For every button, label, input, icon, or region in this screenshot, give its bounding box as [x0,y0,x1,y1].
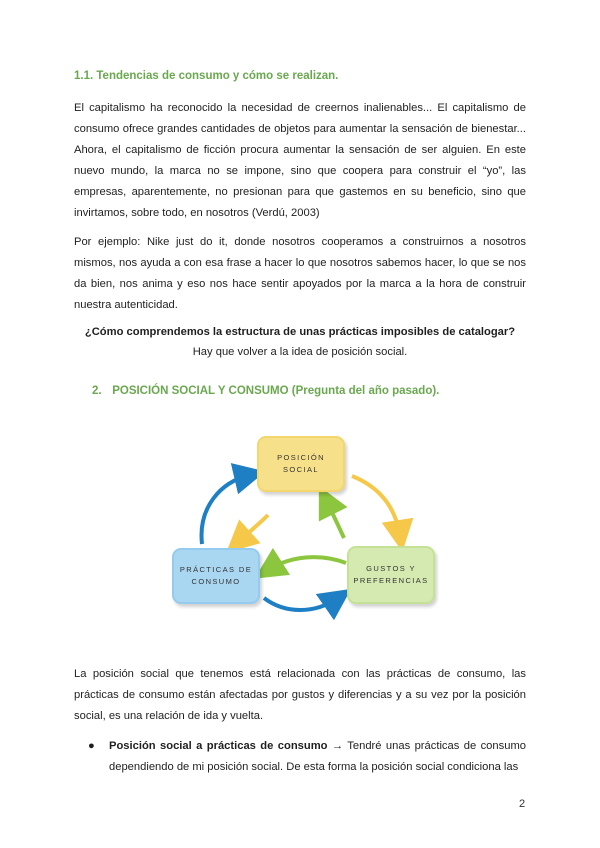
node-posicion-social: POSICIÓN SOCIAL [257,436,345,492]
paragraph-capitalism: El capitalismo ha reconocido la necesidad de creernos inalienables... El capitalismo de consumo ofrece grandes cantidades de objetos para aumentar la sensación de bienestar... Ahora, el capitalismo de ficción procura aumentar la sensación de ser alguien. En este nuevo mundo, la marca no se impone, sino que coopera para construir el “yo”, las empresas, aparentemente, no presionan para que gastemos en su beneficio, sino que invirtamos, sobre todo, en nosotros (Verdú, 2003) [74,102,526,219]
section-title: POSICIÓN SOCIAL Y CONSUMO (Pregunta del año pasado). [112,385,440,397]
arrow-practicas-to-gustos [264,598,338,610]
node-practicas-consumo: PRÁCTICAS DE CONSUMO [172,548,260,604]
question-text: ¿Cómo comprendemos la estructura de unas prácticas imposibles de catalogar? [84,326,516,338]
bullet-bold-label: Posición social a prácticas de consumo [109,740,328,752]
bullet-dot-icon: ● [88,740,95,752]
page-number: 2 [519,798,526,810]
paragraph-relation: La posición social que tenemos está relacionada con las prácticas de consumo, las prácticas de consumo están afectadas por gustos y diferencias y a su vez por la posición social, es una relación de ida y vuelta. [74,668,526,722]
cycle-diagram [160,430,450,630]
section-heading-1-1: 1.1. Tendencias de consumo y cómo se realizan. [74,70,339,82]
section-heading-2 [92,385,439,397]
arrow-posicion-to-gustos [352,476,400,536]
arrow-gustos-to-practicas [268,557,346,570]
bullet-body: Tendré unas prácticas de consumo dependiendo de mi posición social. De esta forma la posición social condiciona las [109,740,526,773]
arrow-practicas-to-posicion [202,475,250,544]
bullet-arrow: → [331,740,344,752]
answer-text: Hay que volver a la idea de posición social. [192,346,408,358]
arrow-posicion-to-practicas [238,515,268,542]
node-gustos-preferencias: GUSTOS Y PREFERENCIAS [347,546,435,604]
section-number: 2. [92,385,102,397]
paragraph-nike-example: Por ejemplo: Nike just do it, donde nosotros cooperamos a construirnos a nosotros mismos, nos ayuda a con esa frase a hacer lo que nosotros sabemos hacer, lo que se nos da bien, nos anima y eso nos hace sentir apoyados por la marca a la hora de construir nuestra autenticidad. [74,236,526,311]
arrow-gustos-to-posicion [326,500,344,538]
